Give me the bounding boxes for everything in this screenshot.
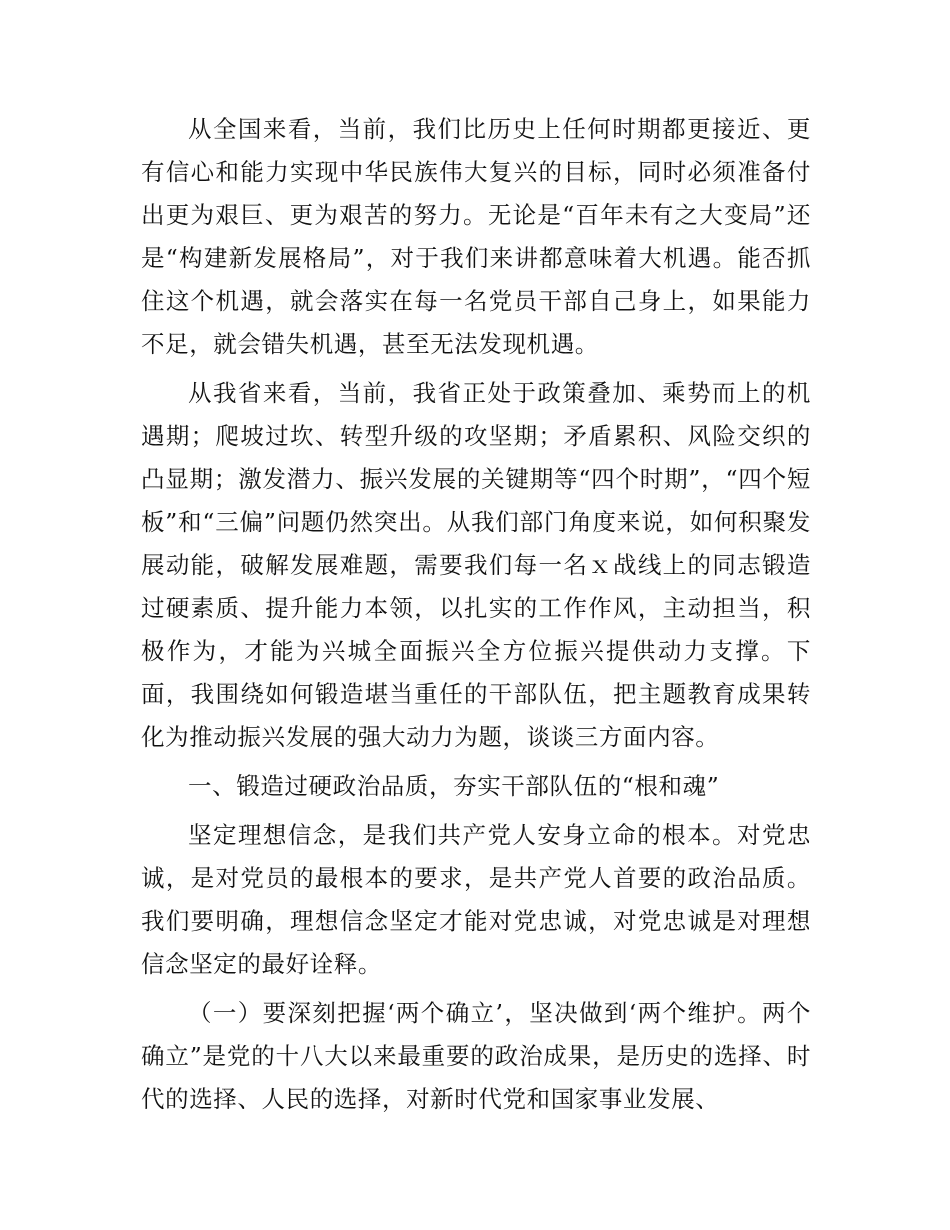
document-body [141, 108, 811, 1127]
paragraph-national-outlook: 从全国来看，当前，我们比历史上任何时期都更接近、更有信心和能力实现中华民族伟大复兴的目标，同时必须准备付出更为艰巨、更为艰苦的努力。无论是“百年未有之大变局”还是“构建新发展格局”，对于我们来讲都意味着大机遇。能否抓住这个机遇，就会落实在每一名党员干部自己身上，如果能力不足，就会错失机遇，甚至无法发现机遇。 [141, 115, 811, 358]
section-heading-one: 一、锻造过硬政治品质，夯实干部队伍的“根和魂” [188, 772, 720, 800]
paragraph-subsection-one: （一）要深刻把握‘两个确立’，坚决做到‘两个维护。两个确立”是党的十八大以来最重要的政治成果，是历史的选择、时代的选择、人民的选择，对新时代党和国家事业发展、 [141, 999, 811, 1113]
paragraph-ideals-belief: 坚定理想信念，是我们共产党人安身立命的根本。对党忠诚，是对党员的最根本的要求，是共产党人首要的政治品质。我们要明确，理想信念坚定才能对党忠诚，对党忠诚是对理想信念坚定的最好诠释。 [141, 821, 811, 978]
paragraph-provincial-outlook: 从我省来看，当前，我省正处于政策叠加、乘势而上的机遇期；爬坡过坎、转型升级的攻坚期；矛盾累积、风险交织的凸显期；激发潜力、振兴发展的关键期等“四个时期”，“四个短板”和“三偏”问题仍然突出。从我们部门角度来说，如何积聚发展动能，破解发展难题，需要我们每一名ｘ战线上的同志锻造过硬素质、提升能力本领，以扎实的工作作风，主动担当，积极作为，才能为兴城全面振兴全方位振兴提供动力支撑。下面，我围绕如何锻造堪当重任的干部队伍，把主题教育成果转化为推动振兴发展的强大动力为题，谈谈三方面内容。 [141, 379, 811, 751]
